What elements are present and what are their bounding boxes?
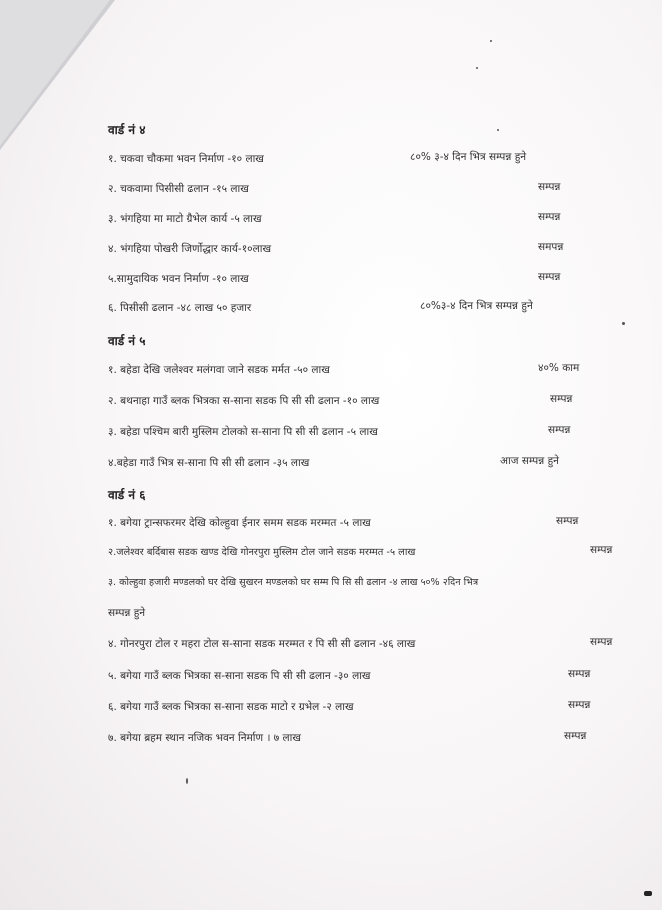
ward-6-item-1: १. बगेया ट्रान्सफरमर देखि कोल्हुवा ईनार समम सडक मरम्मत -५ लाख	[108, 517, 371, 529]
ward-4-item-5: ५.सामुदायिक भवन निर्माण -१० लाख	[108, 273, 249, 285]
ward-6-item-2: २.जलेश्वर बर्दिबास सडक खण्ड देखि गोनरपुरा मुस्लिम टोल जाने सडक मरम्मत -५ लाख	[108, 547, 416, 558]
ward-6-item-3: ३. कोल्हुवा हजारी मण्डलको घर देखि सुखरन मण्डलको घर सम्म पि सि सी ढलान -४ लाख ५०% २दिन भित्र	[108, 577, 479, 588]
ward-6-item-6: ६. बगेया गाउँ ब्लक भित्रका स-साना सडक माटो र ग्रभेल -२ लाख	[108, 701, 354, 713]
ward-6-item-3-continuation: सम्पन्न हुने	[108, 607, 146, 619]
ward-4-item-1-status: ८०% ३-४ दिन भित्र सम्पन्न हुने	[410, 151, 527, 163]
scan-mark	[644, 891, 652, 896]
ward-5-item-2: २. बथनाहा गाउँ ब्लक भित्रका स-साना सडक पि सी सी ढलान -१० लाख	[108, 395, 380, 407]
ward-4-item-3: ३. भंगहिया मा माटो ग्रैभेल कार्य -५ लाख	[108, 213, 262, 225]
ward-5-item-4-status: आज सम्पन्न हुने	[500, 455, 559, 467]
ward-6-item-1-status: सम्पन्न	[556, 515, 579, 527]
scan-speck	[497, 129, 499, 131]
ward-5-heading: वार्ड नं ५	[108, 334, 146, 348]
scan-speck	[186, 778, 188, 784]
ward-4-heading: वार्ड नं ४	[108, 123, 146, 137]
ward-6-item-2-status: सम्पन्न	[590, 544, 613, 556]
ward-6-item-7-status: सम्पन्न	[564, 730, 587, 742]
scan-speck	[490, 40, 492, 42]
ward-4-item-1: १. चकवा चौकमा भवन निर्माण -१० लाख	[108, 153, 264, 165]
ward-4-item-2: २. चकवामा पिसीसी ढलान -१५ लाख	[108, 183, 249, 195]
ward-6-heading: वार्ड नं ६	[108, 488, 146, 502]
ward-5-item-1: १. बहेडा देखि जलेश्वर मलंगवा जाने सडक मर्मत -५० लाख	[108, 364, 330, 376]
ward-6-item-7: ७. बगेया ब्रहम स्थान नजिक भवन निर्माण । ७ लाख	[108, 732, 301, 744]
ward-5-item-4: ४.बहेडा गाउँ भित्र स-साना पि सी सी ढलान -३५ लाख	[108, 457, 310, 469]
ward-4-item-6: ६. पिसीसी ढलान -४८ लाख ५० हजार	[108, 302, 252, 314]
ward-6-item-4: ४. गोनरपुरा टोल र महरा टोल स-साना सडक मरम्मत र पि सी सी ढलान -४६ लाख	[108, 638, 416, 650]
scan-speck	[622, 322, 625, 325]
ward-6-item-6-status: सम्पन्न	[568, 699, 591, 711]
ward-5-item-1-status: ४०% काम	[538, 362, 580, 374]
ward-4-item-3-status: सम्पन्न	[538, 211, 561, 223]
ward-4-item-5-status: सम्पन्न	[538, 271, 561, 283]
folded-corner-shadow	[0, 0, 110, 146]
ward-4-item-6-status: ८०%३-४ दिन भित्र सम्पन्न हुने	[420, 300, 533, 312]
ward-4-item-4: ४. भंगहिया पोखरी जिर्णोद्धार कार्य-१०लाख	[108, 243, 272, 255]
ward-6-item-5-status: सम्पन्न	[568, 668, 591, 680]
scan-speck	[476, 67, 478, 69]
ward-4-item-2-status: सम्पन्न	[538, 181, 561, 193]
ward-5-item-2-status: सम्पन्न	[550, 393, 573, 405]
ward-5-item-3: ३. बहेडा पश्चिम बारी मुस्लिम टोलको स-साना पि सी सी ढलान -५ लाख	[108, 426, 378, 438]
ward-5-item-3-status: सम्पन्न	[548, 424, 571, 436]
ward-6-item-4-status: सम्पन्न	[590, 636, 613, 648]
ward-6-item-5: ५. बगेया गाउँ ब्लक भित्रका स-साना सडक पि सी सी ढलान -३० लाख	[108, 670, 371, 682]
ward-4-item-4-status: समपन्न	[538, 241, 564, 253]
